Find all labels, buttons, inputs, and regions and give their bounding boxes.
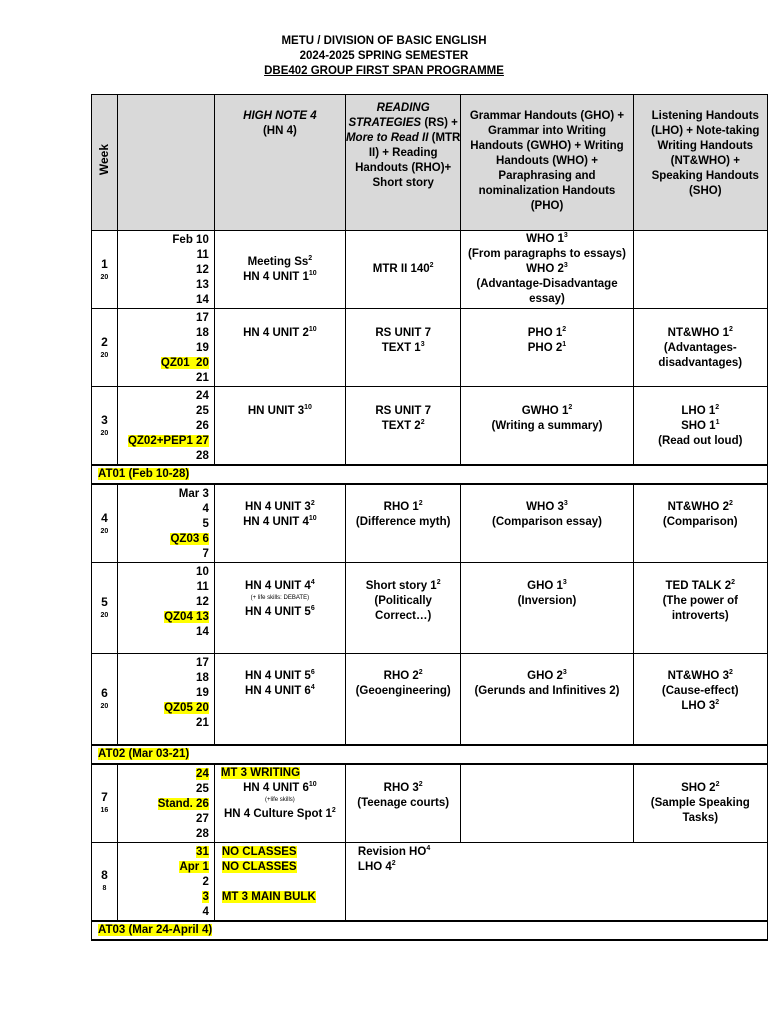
hn-cell: HN UNIT $3^{10}$: [214, 387, 345, 466]
gho-cell: WHO $1^3$ (From paragraphs to essays) WHO $2^3$ (Advantage-Disadvantage essay): [461, 231, 633, 309]
week-dates: 24 25 26 QZ02+PEP1 27 28: [117, 387, 214, 466]
rs-cell: RS UNIT 7 TEXT $1^3$: [345, 309, 461, 387]
rs-cell: MTR II $140^2$: [345, 231, 461, 309]
hn-cell: HN 4 UNIT $3^2$ HN 4 UNIT $4^{10}$: [214, 484, 345, 563]
document-header: [0, 34, 768, 79]
table-row: [92, 563, 768, 654]
week-number: 2 20: [92, 309, 118, 387]
header-line-2: 2024-2025 SPRING SEMESTER: [299, 50, 469, 62]
lho-cell: NT&WHO $2^2$ (Comparison): [633, 484, 767, 563]
revision-cell: Revision $HO^4$ LHO $4^2$: [345, 842, 767, 921]
lho-cell: LHO $1^2$ SHO $1^1$ (Read out loud): [633, 387, 767, 466]
gho-cell: [461, 764, 633, 843]
week-dates: 24 25 Stand. 26 27 28: [117, 764, 214, 843]
rs-cell: RHO $1^2$ (Difference myth): [345, 484, 461, 563]
lho-cell: NT&WHO $1^2$ (Advantages-disadvantages): [633, 309, 767, 387]
gho-column-header: Grammar Handouts (GHO) + Grammar into Writing Handouts (GWHO) + Writing Handouts (WHO) + Paraphrasing and nominalization Handouts (PHO): [461, 95, 633, 231]
week-number: 5 20: [92, 563, 118, 654]
date-column-header: [117, 95, 214, 231]
mt3-writing-label: MT 3 WRITING: [220, 766, 301, 779]
mt3-main-bulk-label: MT 3 MAIN BULK: [221, 890, 316, 903]
header-line-3: DBE402 GROUP FIRST SPAN PROGRAMME: [264, 65, 504, 77]
lho-column-header: Listening Handouts (LHO) + Note-taking Writing Handouts (NT&WHO) + Speaking Handouts (SHO): [633, 95, 767, 231]
hn-cell: Meeting Ss$^2$ HN 4 UNIT $1^{10}$: [214, 231, 345, 309]
week-dates: 31 Apr 1 2 3 4: [117, 842, 214, 921]
assessment-period-label: AT01 (Feb 10-28): [98, 468, 190, 480]
gho-cell: WHO $3^3$ (Comparison essay): [461, 484, 633, 563]
assessment-period-row: [92, 921, 768, 940]
life-skills-note: (+ life skills: DEBATE): [250, 595, 310, 601]
lho-cell: NT&WHO $3^2$ (Cause-effect) LHO $3^2$: [633, 654, 767, 745]
gho-cell: GHO $1^3$ (Inversion): [461, 563, 633, 654]
hn-column-header: HIGH NOTE 4 (HN 4): [214, 95, 345, 231]
week-number: 8 8: [92, 842, 118, 921]
week-dates: 17 18 19 QZ01 20 21: [117, 309, 214, 387]
week-number: 1 20: [92, 231, 118, 309]
assessment-period-label: AT02 (Mar 03-21): [98, 747, 190, 760]
week-dates: 17 18 19 QZ05 20 21: [117, 654, 214, 745]
table-header-row: [92, 95, 768, 231]
rs-cell: RHO $2^2$ (Geoengineering): [345, 654, 461, 745]
life-skills-note: (+life skills): [264, 796, 295, 803]
week-number: 7 16: [92, 764, 118, 843]
week-dates: 10 11 12 QZ04 13 14: [117, 563, 214, 654]
lho-cell: [633, 231, 767, 309]
lho-cell: SHO $2^2$ (Sample Speaking Tasks): [633, 764, 767, 843]
rs-cell: Short story $1^2$ (Politically Correct…): [345, 563, 461, 654]
week-number: 6 20: [92, 654, 118, 745]
header-line-1: METU / DIVISION OF BASIC ENGLISH: [281, 35, 487, 47]
table-row: [92, 764, 768, 843]
rs-cell: RHO $3^2$ (Teenage courts): [345, 764, 461, 843]
gho-cell: GHO $2^3$ (Gerunds and Infinitives 2): [461, 654, 633, 745]
gho-cell: PHO $1^2$ PHO $2^1$: [461, 309, 633, 387]
table-row: [92, 654, 768, 745]
hn-cell: MT 3 WRITING HN 4 UNIT $6^{10}$ (+life skills) HN 4 Culture Spot $1^2$: [214, 764, 345, 843]
gho-cell: GWHO $1^2$ (Writing a summary): [461, 387, 633, 466]
no-classes-label: NO CLASSES: [221, 845, 297, 858]
week-dates: Feb 10 11 12 13 14: [117, 231, 214, 309]
table-row: [92, 231, 768, 309]
week-dates: Mar 3 4 5 QZ03 6 7: [117, 484, 214, 563]
table-row: [92, 309, 768, 387]
hn-cell: [214, 842, 345, 921]
assessment-period-row: [92, 465, 768, 484]
table-row: [92, 387, 768, 466]
hn-cell: HN 4 UNIT $5^6$ HN 4 UNIT $6^4$: [214, 654, 345, 745]
table-row: [92, 842, 768, 921]
lho-cell: TED TALK $2^2$ (The power of introverts): [633, 563, 767, 654]
week-column-header: Week: [92, 95, 118, 231]
schedule-table: [91, 94, 768, 941]
rs-cell: RS UNIT 7 TEXT $2^2$: [345, 387, 461, 466]
rs-column-header: READING STRATEGIES (RS) + More to Read II (MTR II) + Reading Handouts (RHO)+ Short story: [345, 95, 461, 231]
week-number: 4 20: [92, 484, 118, 563]
hn-cell: HN 4 UNIT $4^4$ (+ life skills: DEBATE) HN 4 UNIT $5^6$: [214, 563, 345, 654]
hn-cell: HN 4 UNIT $2^{10}$: [214, 309, 345, 387]
assessment-period-label: AT03 (Mar 24-April 4): [98, 923, 213, 936]
table-row: [92, 484, 768, 563]
no-classes-label: NO CLASSES: [221, 860, 297, 873]
assessment-period-row: [92, 745, 768, 764]
week-number: 3 20: [92, 387, 118, 466]
